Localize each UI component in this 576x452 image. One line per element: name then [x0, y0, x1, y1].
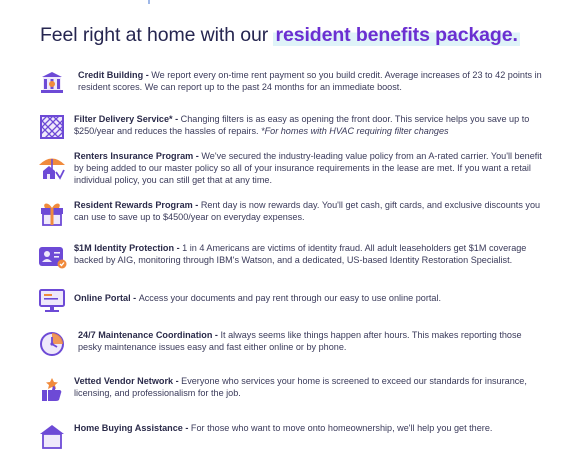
air-filter-icon: [36, 113, 68, 143]
benefit-text: [74, 242, 546, 266]
benefit-title: Credit Building -: [78, 70, 152, 80]
top-accent-mark: [148, 0, 150, 4]
benefit-title: Renters Insurance Program -: [74, 151, 202, 161]
benefit-title: 24/7 Maintenance Coordination -: [78, 330, 221, 340]
benefit-title: Home Buying Assistance -: [74, 423, 191, 433]
computer-monitor-icon: [36, 286, 68, 316]
thumbs-up-icon: [36, 375, 68, 405]
benefit-description: It always seems like things happen after hours. This makes reporting those pesky maintenance issues easy and fast either online or by phone.: [78, 330, 522, 353]
benefit-description: Rent day is now rewards day. You'll get cash, gift cards, and exclusive discounts you can use to save up to $4500/year on everyday expenses.: [74, 200, 541, 223]
benefit-text: [74, 292, 546, 304]
benefit-title: Filter Delivery Service* -: [74, 114, 181, 124]
benefit-description: Changing filters is as easy as opening the front door. This service helps you save up to $250/year and reduces the hassles of repairs.: [74, 114, 530, 137]
benefit-text: [74, 375, 546, 399]
identity-card-icon: [36, 242, 68, 272]
benefit-description: Access your documents and pay rent through our easy to use online portal.: [138, 293, 441, 303]
benefit-title: Vetted Vendor Network -: [74, 376, 182, 386]
page-heading: [40, 24, 520, 47]
heading-highlight: resident benefits package.: [275, 24, 518, 46]
benefit-description: 1 in 4 Americans are victims of identity fraud. All adult leaseholders get $1M coverage backed by AIG, monitoring through IBM's Watson, and a dedicated, US-based Identity Restoration Specialist.: [74, 243, 527, 266]
benefit-title: $1M Identity Protection -: [74, 243, 183, 253]
benefit-description: For those who want to move onto homeownership, we'll help you get there.: [190, 423, 493, 433]
house-icon: [36, 422, 68, 452]
umbrella-house-icon: [36, 152, 68, 182]
benefit-title: Resident Rewards Program -: [74, 200, 201, 210]
benefit-text: [78, 329, 546, 353]
benefit-text: [78, 69, 546, 93]
gift-icon: [36, 199, 68, 229]
benefit-text: [74, 199, 546, 223]
benefit-text: [74, 150, 546, 187]
benefit-title: Online Portal -: [74, 293, 139, 303]
benefit-text: [74, 113, 546, 137]
heading-prefix: Feel right at home with our: [40, 24, 274, 46]
benefit-text: [74, 422, 546, 434]
benefit-footnote: *For homes with HVAC requiring filter changes: [261, 126, 449, 137]
benefit-description: We've secured the industry-leading value policy from an A-rated carrier. You'll benefit by being added to our master policy so all of your insurance requirements in the lease are met. If you want a retail individual policy, you can still get that at any time.: [74, 151, 542, 186]
clock-icon: [36, 329, 68, 359]
credit-building-icon: [36, 69, 68, 99]
benefit-description: Everyone who services your home is screened to exceed our standards for insurance, licensing, and professionalism for the job.: [74, 376, 527, 399]
benefit-description: We report every on-time rent payment so you build credit. Average increases of 23 to 42 points in resident scores. We can report up to the past 24 months for an immediate boost.: [78, 70, 542, 93]
